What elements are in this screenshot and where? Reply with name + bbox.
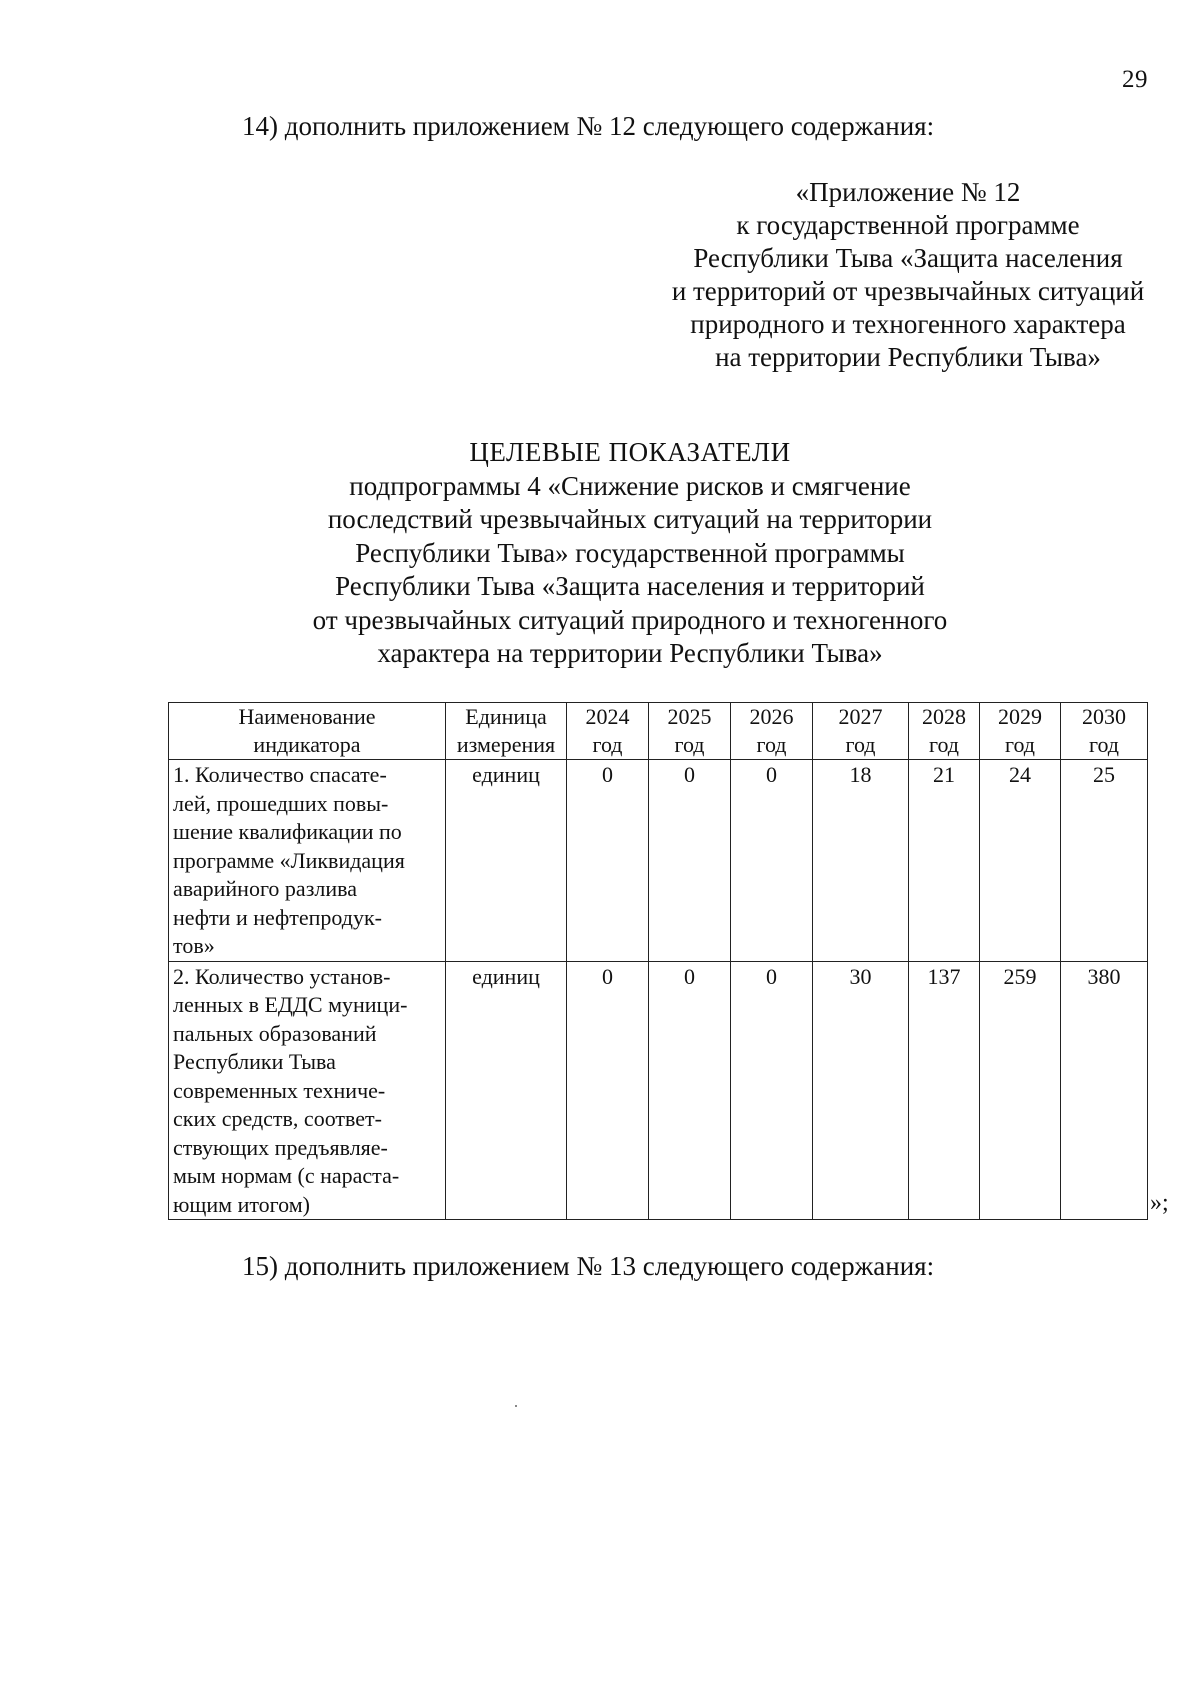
appendix-line: природного и техногенного характера [690,309,1126,339]
value-cell-2029: 259 [980,961,1061,1220]
unit-cell: единиц [446,961,567,1220]
header-year-2028: 2028 год [909,703,980,760]
unit-cell: единиц [446,760,567,962]
header-year-2026: 2026 год [731,703,813,760]
appendix-line: на территории Республики Тыва» [715,342,1101,372]
value-cell-2025: 0 [649,961,731,1220]
value-cell-2025: 0 [649,760,731,962]
value-cell-2026: 0 [731,760,813,962]
scan-speck [515,1405,517,1407]
appendix-line: и территорий от чрезвычайных ситуаций [671,276,1145,306]
indicator-name-cell: 2. Количество установ- ленных в ЕДДС муници- пальных образований Республики Тыва современных техниче- ских средств, соответ- ствующих предъявляе- мым нормам (с нараста- ющим итогом) [169,961,446,1220]
appendix-line: «Приложение № 12 [795,177,1021,207]
header-year-2025: 2025 год [649,703,731,760]
header-unit: Единица измерения [446,703,567,760]
value-cell-2030: 380 [1061,961,1148,1220]
heading-line: от чрезвычайных ситуаций природного и техногенного [312,604,948,635]
heading-title: ЦЕЛЕВЫЕ ПОКАЗАТЕЛИ [469,437,791,467]
value-cell-2027: 30 [813,961,909,1220]
table-header-row [169,703,1148,760]
amendment-paragraph-14: 14) дополнить приложением № 12 следующего содержания: [242,111,935,141]
heading-line: Республики Тыва» государственной программы [355,537,905,568]
page-number: 29 [1122,66,1148,93]
header-year-2029: 2029 год [980,703,1061,760]
header-indicator-name: Наименование индикатора [169,703,446,760]
heading-line: Республики Тыва «Защита населения и территорий [335,571,925,601]
appendix-line: к государственной программе [736,210,1080,240]
amendment-paragraph-15: 15) дополнить приложением № 13 следующего содержания: [242,1251,935,1281]
heading-line: характера на территории Республики Тыва» [377,638,883,668]
header-year-2027: 2027 год [813,703,909,760]
appendix-caption [618,176,1198,374]
value-cell-2027: 18 [813,760,909,962]
value-cell-2024: 0 [567,961,649,1220]
value-cell-2030: 25 [1061,760,1148,962]
table-heading [300,436,960,671]
table-row [169,760,1148,962]
value-cell-2026: 0 [731,961,813,1220]
closing-quote: »; [1150,1190,1169,1216]
indicator-name-cell: 1. Количество спасате- лей, прошедших повы- шение квалификации по программе «Ликвидация аварийного разлива нефти и нефтепродук- тов» [169,760,446,962]
heading-line: последствий чрезвычайных ситуаций на территории [327,504,933,534]
value-cell-2029: 24 [980,760,1061,962]
heading-line: подпрограммы 4 «Снижение рисков и смягчение [349,470,911,501]
value-cell-2028: 137 [909,961,980,1220]
value-cell-2028: 21 [909,760,980,962]
header-year-2030: 2030 год [1061,703,1148,760]
header-year-2024: 2024 год [567,703,649,760]
table-row [169,961,1148,1220]
value-cell-2024: 0 [567,760,649,962]
target-indicators-table [168,702,1148,1220]
appendix-line: Республики Тыва «Защита населения [693,243,1123,273]
